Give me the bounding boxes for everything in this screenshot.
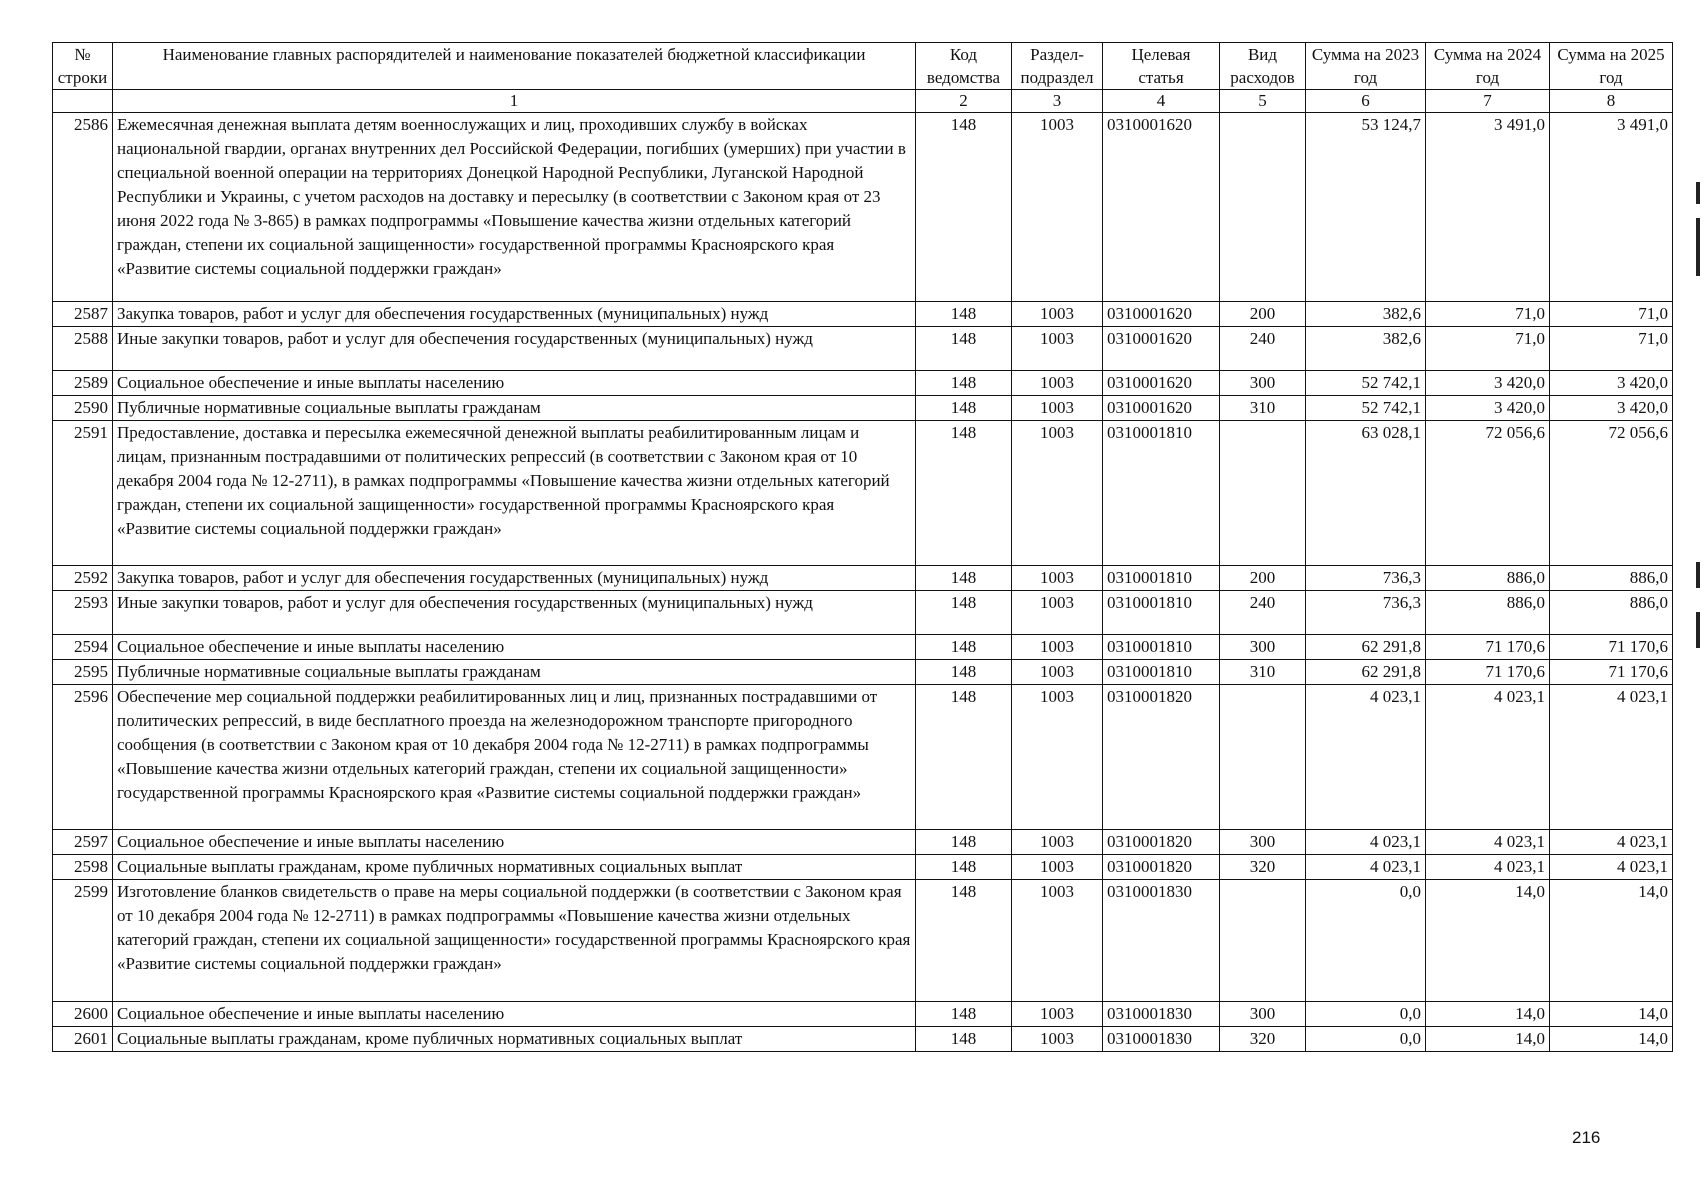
expense-type-cell: 320 [1220, 855, 1306, 880]
column-number: 6 [1306, 90, 1426, 113]
section-cell: 1003 [1012, 635, 1103, 660]
table-row [53, 591, 1673, 635]
expense-type-cell: 310 [1220, 660, 1306, 685]
section-cell: 1003 [1012, 685, 1103, 830]
target-article-cell: 0310001620 [1103, 327, 1220, 371]
target-article-cell: 0310001620 [1103, 396, 1220, 421]
expense-type-cell: 240 [1220, 327, 1306, 371]
table-row [53, 421, 1673, 566]
sum-2023-cell: 53 124,7 [1306, 113, 1426, 302]
sum-2023-cell: 52 742,1 [1306, 371, 1426, 396]
sum-2025-cell: 72 056,6 [1550, 421, 1673, 566]
sum-2023-cell: 382,6 [1306, 327, 1426, 371]
target-article-cell: 0310001820 [1103, 830, 1220, 855]
expense-type-cell [1220, 113, 1306, 302]
sum-2024-cell: 4 023,1 [1426, 830, 1550, 855]
section-cell: 1003 [1012, 396, 1103, 421]
table-row [53, 635, 1673, 660]
sum-2025-cell: 3 420,0 [1550, 396, 1673, 421]
section-cell: 1003 [1012, 113, 1103, 302]
row-number-cell: 2601 [53, 1027, 113, 1052]
header-row-number: № строки [53, 43, 113, 90]
sum-2023-cell: 382,6 [1306, 302, 1426, 327]
row-number-cell: 2590 [53, 396, 113, 421]
header-expense-type: Вид расходов [1220, 43, 1306, 90]
column-number-row [53, 90, 1673, 113]
row-number-cell: 2596 [53, 685, 113, 830]
expense-type-cell: 300 [1220, 830, 1306, 855]
sum-2024-cell: 71 170,6 [1426, 635, 1550, 660]
expense-type-cell: 200 [1220, 302, 1306, 327]
name-cell: Иные закупки товаров, работ и услуг для обеспечения государственных (муниципальных) нужд [113, 591, 916, 635]
section-cell: 1003 [1012, 660, 1103, 685]
table-row [53, 302, 1673, 327]
department-code-cell: 148 [916, 302, 1012, 327]
header-sum-2024: Сумма на 2024 год [1426, 43, 1550, 90]
table-row [53, 880, 1673, 1002]
section-cell: 1003 [1012, 1027, 1103, 1052]
department-code-cell: 148 [916, 421, 1012, 566]
department-code-cell: 148 [916, 1027, 1012, 1052]
sum-2024-cell: 3 420,0 [1426, 371, 1550, 396]
column-number: 8 [1550, 90, 1673, 113]
sum-2023-cell: 4 023,1 [1306, 685, 1426, 830]
column-number: 7 [1426, 90, 1550, 113]
table-row [53, 855, 1673, 880]
name-cell: Социальное обеспечение и иные выплаты населению [113, 635, 916, 660]
table-row [53, 566, 1673, 591]
section-cell: 1003 [1012, 421, 1103, 566]
row-number-cell: 2600 [53, 1002, 113, 1027]
sum-2023-cell: 4 023,1 [1306, 830, 1426, 855]
sum-2025-cell: 71 170,6 [1550, 660, 1673, 685]
budget-table [52, 42, 1673, 1052]
sum-2025-cell: 71 170,6 [1550, 635, 1673, 660]
name-cell: Предоставление, доставка и пересылка ежемесячной денежной выплаты реабилитированным лицам и лицам, признанным пострадавшими от политических репрессий (в соответствии с Законом края от 10 декабря 2004 года № 12-2711), в рамках подпрограммы «Повышение качества жизни отдельных категорий граждан, степени их социальной защищенности» государственной программы Красноярского края «Развитие системы социальной поддержки граждан» [113, 421, 916, 566]
expense-type-cell: 300 [1220, 635, 1306, 660]
sum-2024-cell: 4 023,1 [1426, 685, 1550, 830]
column-number: 5 [1220, 90, 1306, 113]
section-cell: 1003 [1012, 880, 1103, 1002]
department-code-cell: 148 [916, 635, 1012, 660]
column-number [53, 90, 113, 113]
sum-2025-cell: 3 420,0 [1550, 371, 1673, 396]
header-sum-2025: Сумма на 2025 год [1550, 43, 1673, 90]
sum-2024-cell: 886,0 [1426, 566, 1550, 591]
table-row [53, 1027, 1673, 1052]
row-number-cell: 2591 [53, 421, 113, 566]
sum-2025-cell: 14,0 [1550, 1002, 1673, 1027]
section-cell: 1003 [1012, 327, 1103, 371]
department-code-cell: 148 [916, 685, 1012, 830]
sum-2025-cell: 886,0 [1550, 566, 1673, 591]
sum-2024-cell: 71,0 [1426, 302, 1550, 327]
name-cell: Публичные нормативные социальные выплаты гражданам [113, 396, 916, 421]
expense-type-cell: 300 [1220, 1002, 1306, 1027]
section-cell: 1003 [1012, 1002, 1103, 1027]
header-section: Раздел-подраздел [1012, 43, 1103, 90]
sum-2025-cell: 4 023,1 [1550, 830, 1673, 855]
target-article-cell: 0310001810 [1103, 660, 1220, 685]
sum-2023-cell: 62 291,8 [1306, 660, 1426, 685]
column-number: 1 [113, 90, 916, 113]
scan-edge-mark [1696, 182, 1700, 204]
row-number-cell: 2592 [53, 566, 113, 591]
sum-2024-cell: 14,0 [1426, 1002, 1550, 1027]
name-cell: Социальное обеспечение и иные выплаты населению [113, 1002, 916, 1027]
table-header [53, 43, 1673, 113]
target-article-cell: 0310001810 [1103, 421, 1220, 566]
name-cell: Изготовление бланков свидетельств о праве на меры социальной поддержки (в соответствии с Законом края от 10 декабря 2004 года № 12-2711) в рамках подпрограммы «Повышение качества жизни отдельных категорий граждан, степени их социальной защищенности» государственной программы Красноярского края «Развитие системы социальной поддержки граждан» [113, 880, 916, 1002]
sum-2023-cell: 62 291,8 [1306, 635, 1426, 660]
name-cell: Ежемесячная денежная выплата детям военнослужащих и лиц, проходивших службу в войсках национальной гвардии, органах внутренних дел Российской Федерации, погибших (умерших) при участии в специальной военной операции на территориях Донецкой Народной Республики, Луганской Народной Республики и Украины, с учетом расходов на доставку и пересылку (в соответствии с Законом края от 23 июня 2022 года № 3-865) в рамках подпрограммы «Повышение качества жизни отдельных категорий граждан, степени их социальной защищенности» государственной программы Красноярского края «Развитие системы социальной поддержки граждан» [113, 113, 916, 302]
scan-edge-mark [1696, 612, 1700, 648]
department-code-cell: 148 [916, 1002, 1012, 1027]
header-sum-2023: Сумма на 2023 год [1306, 43, 1426, 90]
target-article-cell: 0310001620 [1103, 113, 1220, 302]
sum-2024-cell: 71 170,6 [1426, 660, 1550, 685]
sum-2024-cell: 886,0 [1426, 591, 1550, 635]
target-article-cell: 0310001830 [1103, 880, 1220, 1002]
expense-type-cell [1220, 421, 1306, 566]
sum-2023-cell: 4 023,1 [1306, 855, 1426, 880]
scan-edge-mark [1696, 218, 1700, 276]
department-code-cell: 148 [916, 830, 1012, 855]
expense-type-cell: 300 [1220, 371, 1306, 396]
section-cell: 1003 [1012, 591, 1103, 635]
target-article-cell: 0310001820 [1103, 685, 1220, 830]
sum-2024-cell: 4 023,1 [1426, 855, 1550, 880]
sum-2023-cell: 63 028,1 [1306, 421, 1426, 566]
department-code-cell: 148 [916, 880, 1012, 1002]
sum-2023-cell: 0,0 [1306, 1002, 1426, 1027]
row-number-cell: 2598 [53, 855, 113, 880]
target-article-cell: 0310001810 [1103, 566, 1220, 591]
name-cell: Социальное обеспечение и иные выплаты населению [113, 371, 916, 396]
column-number: 4 [1103, 90, 1220, 113]
target-article-cell: 0310001810 [1103, 591, 1220, 635]
target-article-cell: 0310001830 [1103, 1027, 1220, 1052]
sum-2025-cell: 3 491,0 [1550, 113, 1673, 302]
sum-2024-cell: 14,0 [1426, 1027, 1550, 1052]
sum-2025-cell: 4 023,1 [1550, 855, 1673, 880]
sum-2025-cell: 71,0 [1550, 327, 1673, 371]
target-article-cell: 0310001620 [1103, 302, 1220, 327]
table-row [53, 371, 1673, 396]
department-code-cell: 148 [916, 660, 1012, 685]
header-target-article: Целевая статья [1103, 43, 1220, 90]
row-number-cell: 2589 [53, 371, 113, 396]
sum-2023-cell: 52 742,1 [1306, 396, 1426, 421]
name-cell: Закупка товаров, работ и услуг для обеспечения государственных (муниципальных) нужд [113, 302, 916, 327]
department-code-cell: 148 [916, 591, 1012, 635]
expense-type-cell [1220, 880, 1306, 1002]
row-number-cell: 2586 [53, 113, 113, 302]
sum-2023-cell: 736,3 [1306, 566, 1426, 591]
row-number-cell: 2597 [53, 830, 113, 855]
row-number-cell: 2588 [53, 327, 113, 371]
sum-2025-cell: 4 023,1 [1550, 685, 1673, 830]
column-number: 2 [916, 90, 1012, 113]
sum-2024-cell: 72 056,6 [1426, 421, 1550, 566]
table-row [53, 660, 1673, 685]
section-cell: 1003 [1012, 566, 1103, 591]
page-number: 216 [1572, 1128, 1601, 1147]
header-row [53, 43, 1673, 90]
name-cell: Социальные выплаты гражданам, кроме публичных нормативных социальных выплат [113, 1027, 916, 1052]
table-body [53, 113, 1673, 1052]
sum-2024-cell: 14,0 [1426, 880, 1550, 1002]
sum-2024-cell: 3 491,0 [1426, 113, 1550, 302]
table-row [53, 327, 1673, 371]
department-code-cell: 148 [916, 566, 1012, 591]
header-department-code: Код ведомства [916, 43, 1012, 90]
name-cell: Обеспечение мер социальной поддержки реабилитированных лиц и лиц, признанных пострадавшими от политических репрессий, в виде бесплатного проезда на железнодорожном транспорте пригородного сообщения (в соответствии с Законом края от 10 декабря 2004 года № 12-2711) в рамках подпрограммы «Повышение качества жизни отдельных категорий граждан, степени их социальной защищенности» государственной программы Красноярского края «Развитие системы социальной поддержки граждан» [113, 685, 916, 830]
table-row [53, 1002, 1673, 1027]
sum-2023-cell: 0,0 [1306, 880, 1426, 1002]
name-cell: Иные закупки товаров, работ и услуг для обеспечения государственных (муниципальных) нужд [113, 327, 916, 371]
section-cell: 1003 [1012, 830, 1103, 855]
sum-2025-cell: 14,0 [1550, 1027, 1673, 1052]
name-cell: Закупка товаров, работ и услуг для обеспечения государственных (муниципальных) нужд [113, 566, 916, 591]
department-code-cell: 148 [916, 327, 1012, 371]
target-article-cell: 0310001810 [1103, 635, 1220, 660]
expense-type-cell: 240 [1220, 591, 1306, 635]
expense-type-cell: 310 [1220, 396, 1306, 421]
expense-type-cell: 320 [1220, 1027, 1306, 1052]
row-number-cell: 2587 [53, 302, 113, 327]
sum-2025-cell: 886,0 [1550, 591, 1673, 635]
section-cell: 1003 [1012, 855, 1103, 880]
department-code-cell: 148 [916, 371, 1012, 396]
row-number-cell: 2594 [53, 635, 113, 660]
expense-type-cell [1220, 685, 1306, 830]
scan-edge-mark [1696, 562, 1700, 588]
sum-2025-cell: 71,0 [1550, 302, 1673, 327]
target-article-cell: 0310001830 [1103, 1002, 1220, 1027]
sum-2024-cell: 3 420,0 [1426, 396, 1550, 421]
target-article-cell: 0310001820 [1103, 855, 1220, 880]
expense-type-cell: 200 [1220, 566, 1306, 591]
section-cell: 1003 [1012, 371, 1103, 396]
sum-2025-cell: 14,0 [1550, 880, 1673, 1002]
column-number: 3 [1012, 90, 1103, 113]
sum-2023-cell: 736,3 [1306, 591, 1426, 635]
table-row [53, 396, 1673, 421]
table-row [53, 113, 1673, 302]
table-row [53, 685, 1673, 830]
section-cell: 1003 [1012, 302, 1103, 327]
row-number-cell: 2595 [53, 660, 113, 685]
sum-2023-cell: 0,0 [1306, 1027, 1426, 1052]
name-cell: Публичные нормативные социальные выплаты гражданам [113, 660, 916, 685]
sum-2024-cell: 71,0 [1426, 327, 1550, 371]
header-name: Наименование главных распорядителей и наименование показателей бюджетной классификации [113, 43, 916, 90]
name-cell: Социальное обеспечение и иные выплаты населению [113, 830, 916, 855]
department-code-cell: 148 [916, 113, 1012, 302]
row-number-cell: 2593 [53, 591, 113, 635]
department-code-cell: 148 [916, 396, 1012, 421]
row-number-cell: 2599 [53, 880, 113, 1002]
table-row [53, 830, 1673, 855]
department-code-cell: 148 [916, 855, 1012, 880]
target-article-cell: 0310001620 [1103, 371, 1220, 396]
name-cell: Социальные выплаты гражданам, кроме публичных нормативных социальных выплат [113, 855, 916, 880]
